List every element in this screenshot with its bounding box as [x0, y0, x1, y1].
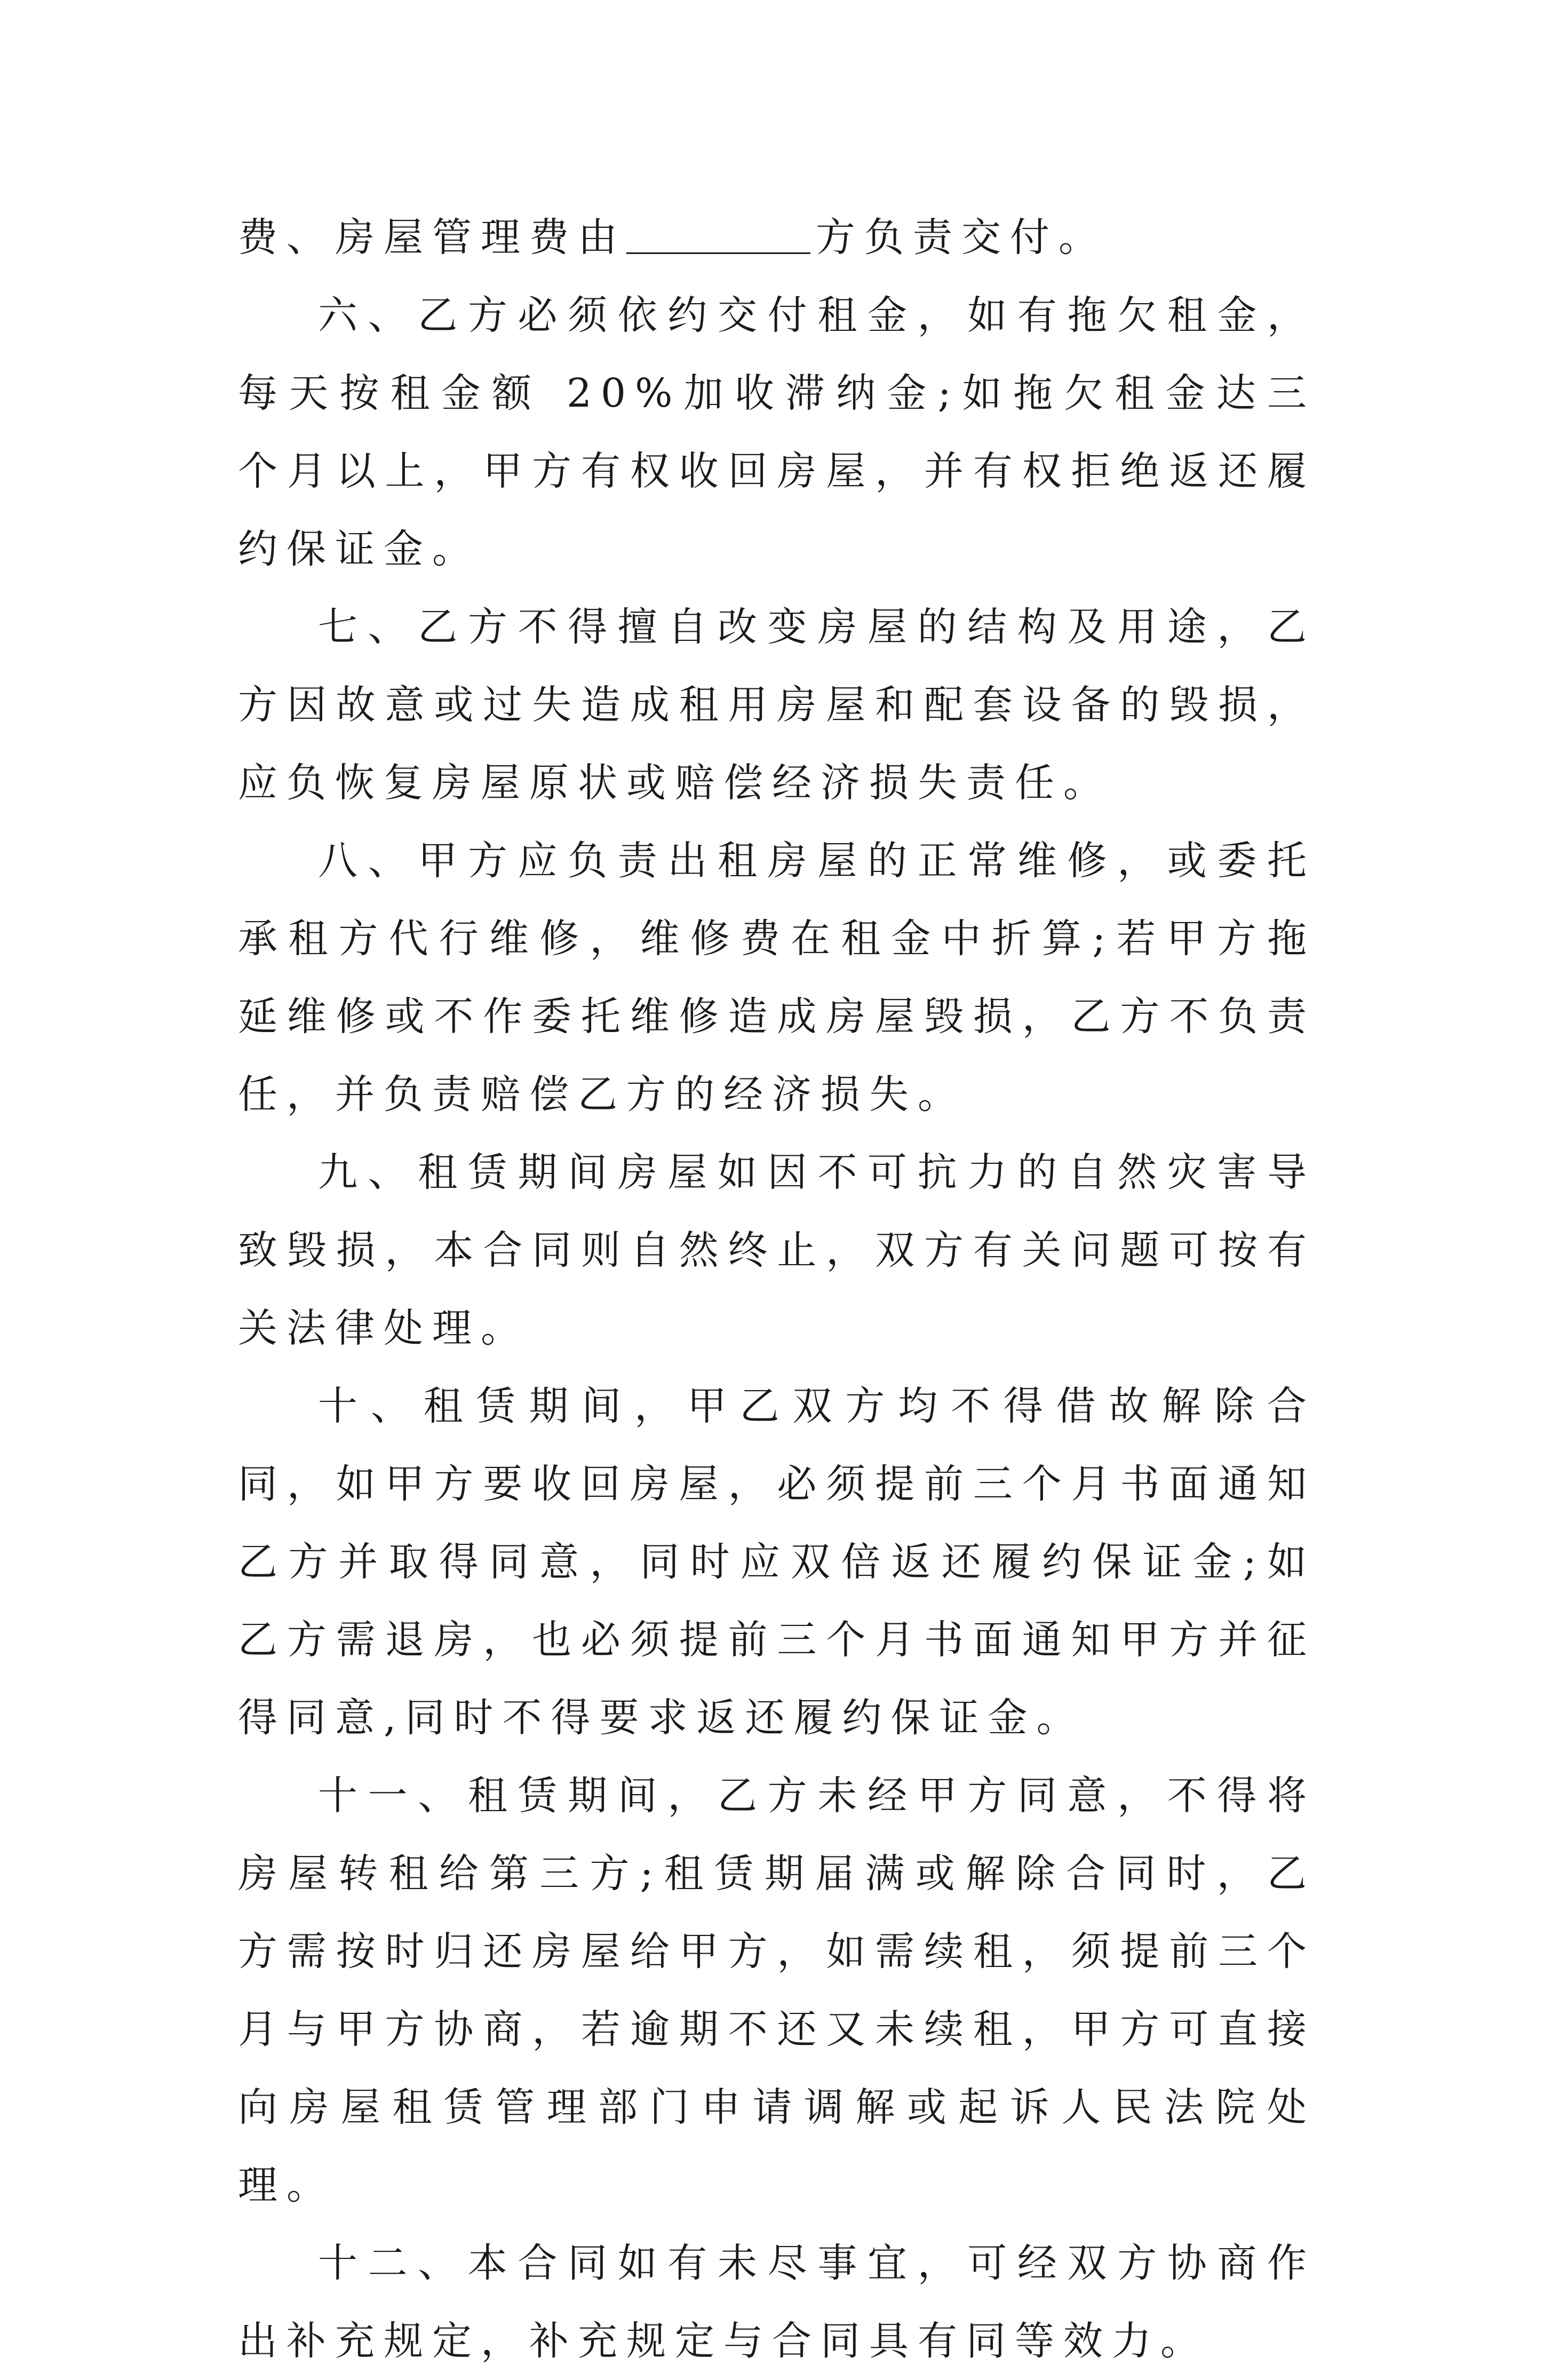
fill-in-blank [626, 213, 810, 254]
document-body [238, 199, 1316, 2380]
clause-11: 十一、租赁期间，乙方未经甲方同意，不得将房屋转租给第三方;租赁期届满或解除合同时，乙方需按时归还房屋给甲方，如需续租，须提前三个月与甲方协商，若逾期不还又未续租，甲方可直接向房屋租赁管理部门申请调解或起诉人民法院处理。 [238, 1773, 1316, 2208]
paragraph-continuation [238, 199, 1316, 276]
clause-7: 七、乙方不得擅自改变房屋的结构及用途，乙方因故意或过失造成租用房屋和配套设备的毁损，应负恢复房屋原状或赔偿经济损失责任。 [238, 604, 1316, 806]
paragraph-text-after-blank: 方负责交付。 [816, 215, 1107, 260]
clause-10: 十、租赁期间，甲乙双方均不得借故解除合同，如甲方要收回房屋，必须提前三个月书面通知乙方并取得同意，同时应双倍返还履约保证金;如乙方需退房，也必须提前三个月书面通知甲方并征得同意,同时不得要求返还履约保证金。 [238, 1383, 1316, 1741]
paragraph-text-before-blank: 费、房屋管理费由 [238, 215, 626, 260]
clause-9: 九、租赁期间房屋如因不可抗力的自然灾害导致毁损，本合同则自然终止，双方有关问题可按有关法律处理。 [238, 1149, 1316, 1351]
clause-6: 六、乙方必须依约交付租金，如有拖欠租金，每天按租金额 20%加收滞纳金;如拖欠租金达三个月以上，甲方有权收回房屋，并有权拒绝返还履约保证金。 [238, 292, 1316, 572]
clause-8: 八、甲方应负责出租房屋的正常维修，或委托承租方代行维修，维修费在租金中折算;若甲方拖延维修或不作委托维修造成房屋毁损，乙方不负责任，并负责赔偿乙方的经济损失。 [238, 838, 1316, 1117]
clause-12: 十二、本合同如有未尽事宜，可经双方协商作出补充规定，补充规定与合同具有同等效力。 [238, 2240, 1316, 2364]
